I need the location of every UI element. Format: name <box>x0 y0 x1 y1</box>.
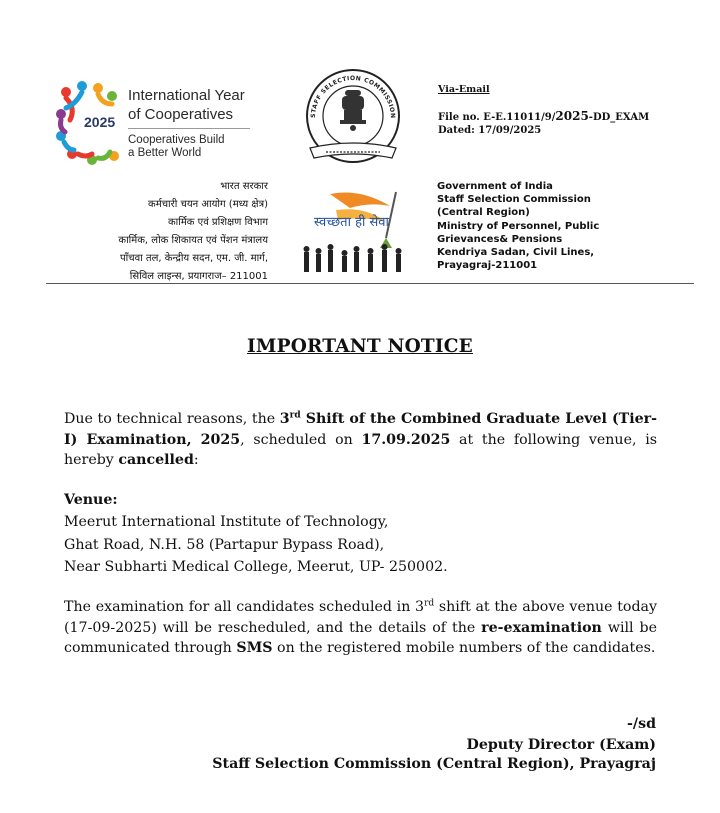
english-line: Government of India <box>437 181 553 192</box>
hindi-line: पाँचवा तल, केन्द्रीय सदन, एम. जी. मार्ग, <box>119 253 268 264</box>
bold-run: 17.09.2025 <box>361 431 451 448</box>
hindi-line: कार्मिक एवं प्रशिक्षण विभाग <box>167 217 268 228</box>
text-run: on the registered mobile numbers of the candidates. <box>272 640 656 656</box>
venue-label: Venue: <box>64 492 118 508</box>
swachhta-logo <box>300 188 418 280</box>
signatory-office: Staff Selection Commission (Central Region), Prayagraj <box>212 756 656 772</box>
file-number-suffix: -DD_EXAM <box>588 112 650 123</box>
superscript: rd <box>424 598 435 609</box>
iyc-title-line2: of Cooperatives <box>128 106 234 123</box>
header-divider <box>46 283 694 284</box>
via-email-label: Via-Email <box>438 84 490 95</box>
bold-run: SMS <box>236 640 273 656</box>
bold-run: re-examination <box>481 619 602 636</box>
ssc-emblem-icon <box>298 66 408 168</box>
iyc-tagline <box>128 134 225 160</box>
bold-run: Shift of the Combined Graduate Level (Tier-I) Examination, 2025 <box>64 411 657 448</box>
english-line: Staff Selection Commission <box>437 194 591 206</box>
iyc-tagline-line1: Cooperatives Build <box>128 134 225 146</box>
emblem-ring-text: STAFF SELECTION COMMISSION <box>309 74 397 119</box>
hindi-line: सिविल लाइन्स, प्रयागराज– 211001 <box>129 271 268 282</box>
iyc-divider <box>128 128 250 129</box>
iyc-title-line1: International Year <box>128 87 245 104</box>
text-run: : <box>193 452 199 468</box>
iyc-tagline-line2: a Better World <box>128 147 202 159</box>
notice-paragraph-1 <box>64 409 657 471</box>
dated-label: Dated: 17/09/2025 <box>438 125 542 136</box>
signature-sd: -/sd <box>627 716 656 732</box>
english-line: (Central Region) <box>437 207 530 219</box>
superscript: rd <box>289 410 301 421</box>
swachhta-figures-icon <box>304 244 402 272</box>
file-number-year: 2025 <box>555 109 589 123</box>
bold-run: cancelled <box>118 452 194 468</box>
text-run: Due to technical reasons, the <box>64 411 280 427</box>
signatory-designation: Deputy Director (Exam) <box>466 737 656 753</box>
english-line: Ministry of Personnel, Public <box>437 220 600 232</box>
text-run: shift at the above venue today (17-09-2025) will be rescheduled, and the details of the <box>64 599 657 636</box>
bold-run: 3 <box>279 411 290 427</box>
english-line: Grievances& Pensions <box>437 233 563 245</box>
notice-paragraph-2 <box>64 597 657 659</box>
swachhta-logo-text: स्वच्छता ही सेवा <box>314 215 389 230</box>
hindi-line: भारत सरकार <box>220 181 268 192</box>
hindi-address <box>118 178 268 286</box>
text-run: will be communicated through <box>64 619 657 656</box>
iyc-year: 2025 <box>84 114 116 130</box>
hindi-line: कार्मिक, लोक शिकायत एवं पेंशन मंत्रालय <box>118 235 268 246</box>
venue-address-line: Ghat Road, N.H. 58 (Partapur Bypass Road), <box>64 537 385 553</box>
file-number <box>438 109 649 123</box>
file-number-prefix: File no. E-E.11011/9/ <box>438 112 556 123</box>
english-address <box>437 180 599 272</box>
text-run: The examination for all candidates scheduled in 3 <box>64 599 425 615</box>
iyc-title <box>128 86 245 124</box>
text-run: at the following venue, is hereby <box>64 431 658 468</box>
text-run: , scheduled on <box>240 431 362 448</box>
hindi-line: कर्मचारी चयन आयोग (मध्य क्षेत्र) <box>148 199 268 210</box>
notice-title: IMPORTANT NOTICE <box>247 336 473 357</box>
venue-address-line: Near Subharti Medical College, Meerut, UP- 250002. <box>64 559 448 575</box>
english-line: Kendriya Sadan, Civil Lines, <box>437 247 595 259</box>
english-line: Prayagraj-211001 <box>437 260 538 272</box>
venue-address-line: Meerut International Institute of Technology, <box>64 514 389 530</box>
